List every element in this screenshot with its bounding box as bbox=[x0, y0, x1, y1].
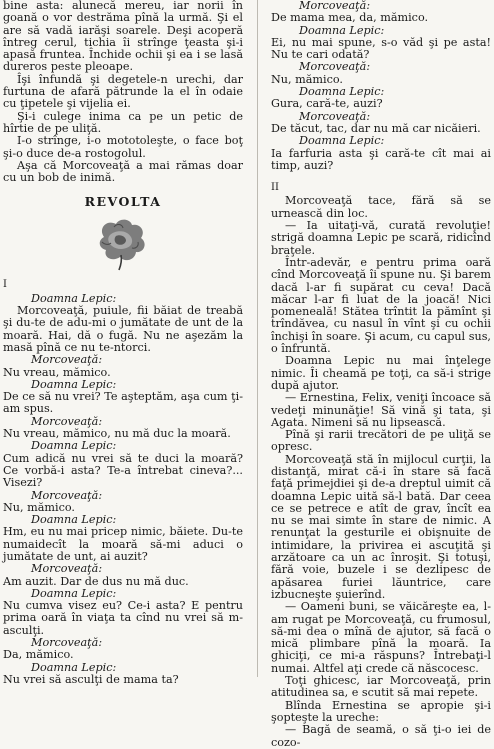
paragraph: Morcoveaţă tace, fără să se urnească din loc. bbox=[271, 194, 491, 220]
paragraph: Nu, mămico. bbox=[271, 72, 343, 86]
speaker-label: Doamna Lepic: bbox=[31, 586, 117, 600]
left-part1 bbox=[3, 0, 243, 184]
paragraph: Cum adică nu vrei să te duci la moară? Ce vorbă-i asta? Te-a întrebat cineva?... Visezi? bbox=[3, 451, 243, 490]
speaker-label: Morcoveaţă: bbox=[31, 353, 103, 367]
paragraph: — Ernestina, Felix, veniţi încoace să vedeţi minunăţie! Să vină şi tata, şi Agata. Nimeni să nu lipsească. bbox=[271, 391, 491, 429]
paragraph: Nu cumva visez eu? Ce-i asta? E pentru prima oară în viaţa ta cînd nu vrei să m-asculţi. bbox=[3, 599, 243, 637]
paragraph: Şi-i culege inima ca pe un petic de hîrtie de pe uliţă. bbox=[3, 109, 243, 135]
speaker-label: Doamna Lepic: bbox=[299, 134, 385, 148]
paragraph: De mama mea, da, mămico. bbox=[271, 11, 429, 25]
speaker-label: Morcoveaţă: bbox=[31, 636, 103, 650]
paragraph: Morcoveaţă, puiule, fii băiat de treabă şi du-te de adu-mi o jumătate de unt de la moară. Hai, dă o fugă. Nu ne aşezăm la masă pînă ce nu te-ntorci. bbox=[3, 304, 243, 354]
right-part2 bbox=[271, 195, 491, 748]
right-column bbox=[271, 0, 491, 749]
chapter-numeral: I bbox=[3, 279, 7, 291]
paragraph: Într-adevăr, e pentru prima oară cînd Morcoveaţă îi spune nu. Şi barem dacă l-ar fi supărat cu ceva! Dacă măcar l-ar fi luat de la joacă! Nici pomeneală! Stătea trîntit la pămînt şi trîndăvea, cu nasul în vînt şi cu ochii închişi în soare. Şi acum, cu capul sus, o înfruntă. bbox=[271, 255, 491, 356]
paragraph: Ia farfuria asta şi cară-te cît mai ai timp, auzi? bbox=[271, 146, 491, 172]
right-part1 bbox=[271, 0, 491, 172]
speaker-label: Doamna Lepic: bbox=[31, 291, 117, 305]
paragraph: Blînda Ernestina se apropie şi-i şopteşte la ureche: bbox=[271, 698, 491, 724]
paragraph: Nu, mămico. bbox=[3, 500, 75, 514]
paragraph: De tăcut, tac, dar nu mă car nicăieri. bbox=[271, 121, 481, 135]
speaker-label: Doamna Lepic: bbox=[31, 377, 117, 391]
paragraph: Gura, cară-te, auzi? bbox=[271, 97, 383, 111]
speaker-label: Morcoveaţă: bbox=[31, 414, 103, 428]
paragraph: Am auzit. Dar de dus nu mă duc. bbox=[3, 574, 189, 588]
paragraph: De ce să nu vrei? Te aşteptăm, aşa cum ţi-am spus. bbox=[3, 390, 243, 416]
speaker-label: Doamna Lepic: bbox=[299, 85, 385, 99]
chapter-numeral: II bbox=[271, 182, 279, 194]
paragraph: Nu vrei să asculţi de mama ta? bbox=[3, 672, 179, 686]
paragraph: Îşi înfundă şi degetele-n urechi, dar furtuna de afară pătrunde la el în odaie cu ţipetele şi vijelia ei. bbox=[3, 72, 243, 111]
paragraph: Nu vreau, mămico, nu mă duc la moară. bbox=[3, 427, 231, 441]
paragraph: Doamna Lepic nu mai înţelege nimic. Îi cheamă pe toţi, ca să-i strige după ajutor. bbox=[271, 354, 491, 392]
speaker-label: Doamna Lepic: bbox=[31, 660, 117, 674]
paragraph: — Ia uitaţi-vă, curată revoluţie! strigă doamna Lepic pe scară, ridicînd braţele. bbox=[271, 219, 491, 257]
speaker-label: Morcoveaţă: bbox=[31, 488, 103, 502]
speaker-label: Doamna Lepic: bbox=[31, 513, 117, 527]
speaker-label: Doamna Lepic: bbox=[31, 439, 117, 453]
speaker-label: Morcoveaţă: bbox=[31, 562, 103, 576]
paragraph: Da, mămico. bbox=[3, 648, 74, 662]
paragraph: Nu vreau, mămico. bbox=[3, 365, 111, 379]
speaker-label: Morcoveaţă: bbox=[299, 60, 371, 74]
paragraph: Ei, nu mai spune, s-o văd şi pe asta! Nu te cari odată? bbox=[271, 35, 491, 62]
flower-illustration-icon bbox=[92, 215, 154, 271]
left-column bbox=[3, 0, 243, 686]
paragraph: I-o strînge, i-o mototoleşte, o face boţ şi-o duce de-a rostogolul. bbox=[3, 134, 243, 160]
section-title: REVOLTA bbox=[84, 194, 162, 210]
paragraph: Aşa că Morcoveaţă a mai rămas doar cu un bob de inimă. bbox=[3, 158, 243, 185]
speaker-label: Doamna Lepic: bbox=[299, 23, 385, 37]
paragraph: Hm, eu nu mai pricep nimic, băiete. Du-te numaidecît la moară să-mi aduci o jumătate de unt, ai auzit? bbox=[3, 525, 243, 563]
speaker-label: Morcoveaţă: bbox=[299, 109, 371, 123]
paragraph: Toţi ghicesc, iar Morcoveaţă, prin atitudinea sa, e scutit să mai repete. bbox=[271, 674, 491, 700]
paragraph: Morcoveaţă stă în mijlocul curţii, la distanţă, mirat că-i în stare să facă faţă primejdiei şi de-a dreptul uimit că doamna Lepic uită să-l bată. Dar ceea ce se petrece e atît de grav, încît ea nu se mai simte în stare de nimic. A renunţat la gesturile ei obişnuite de intimidare, la privirea ei ascuţită şi arzătoare ca un ac înroşit. Şi totuşi, fără voie, buzele i se dezlipesc de apăsarea furiei lăuntrice, care izbucneşte şuierînd. bbox=[271, 452, 491, 601]
paragraph: — Bagă de seamă, o să ţi-o iei de cozo- bbox=[271, 723, 491, 749]
paragraph: bine asta: alunecă mereu, iar norii în goană o vor destrăma pînă la urmă. Şi el are să vadă iarăşi soarele. Deşi acoperă întreg cerul, tichia îi strînge ţeasta şi-i apasă fruntea. Închide ochii şi ea i se lasă dureros peste pleoape. bbox=[3, 0, 243, 74]
paragraph: Pînă şi rarii trecători de pe uliţă se opresc. bbox=[271, 428, 491, 454]
column-divider bbox=[257, 0, 258, 677]
paragraph: — Oameni buni, se văicăreşte ea, l-am rugat pe Morcoveaţă, cu frumosul, să-mi dea o mînă de ajutor, să facă o mică plimbare pînă la moară. Ia ghiciţi, ce mi-a răspuns? Întrebaţi-l numai. Altfel aţi crede că născocesc. bbox=[271, 600, 491, 675]
speaker-label: Morcoveaţă: bbox=[299, 0, 371, 12]
left-part2 bbox=[3, 293, 243, 687]
